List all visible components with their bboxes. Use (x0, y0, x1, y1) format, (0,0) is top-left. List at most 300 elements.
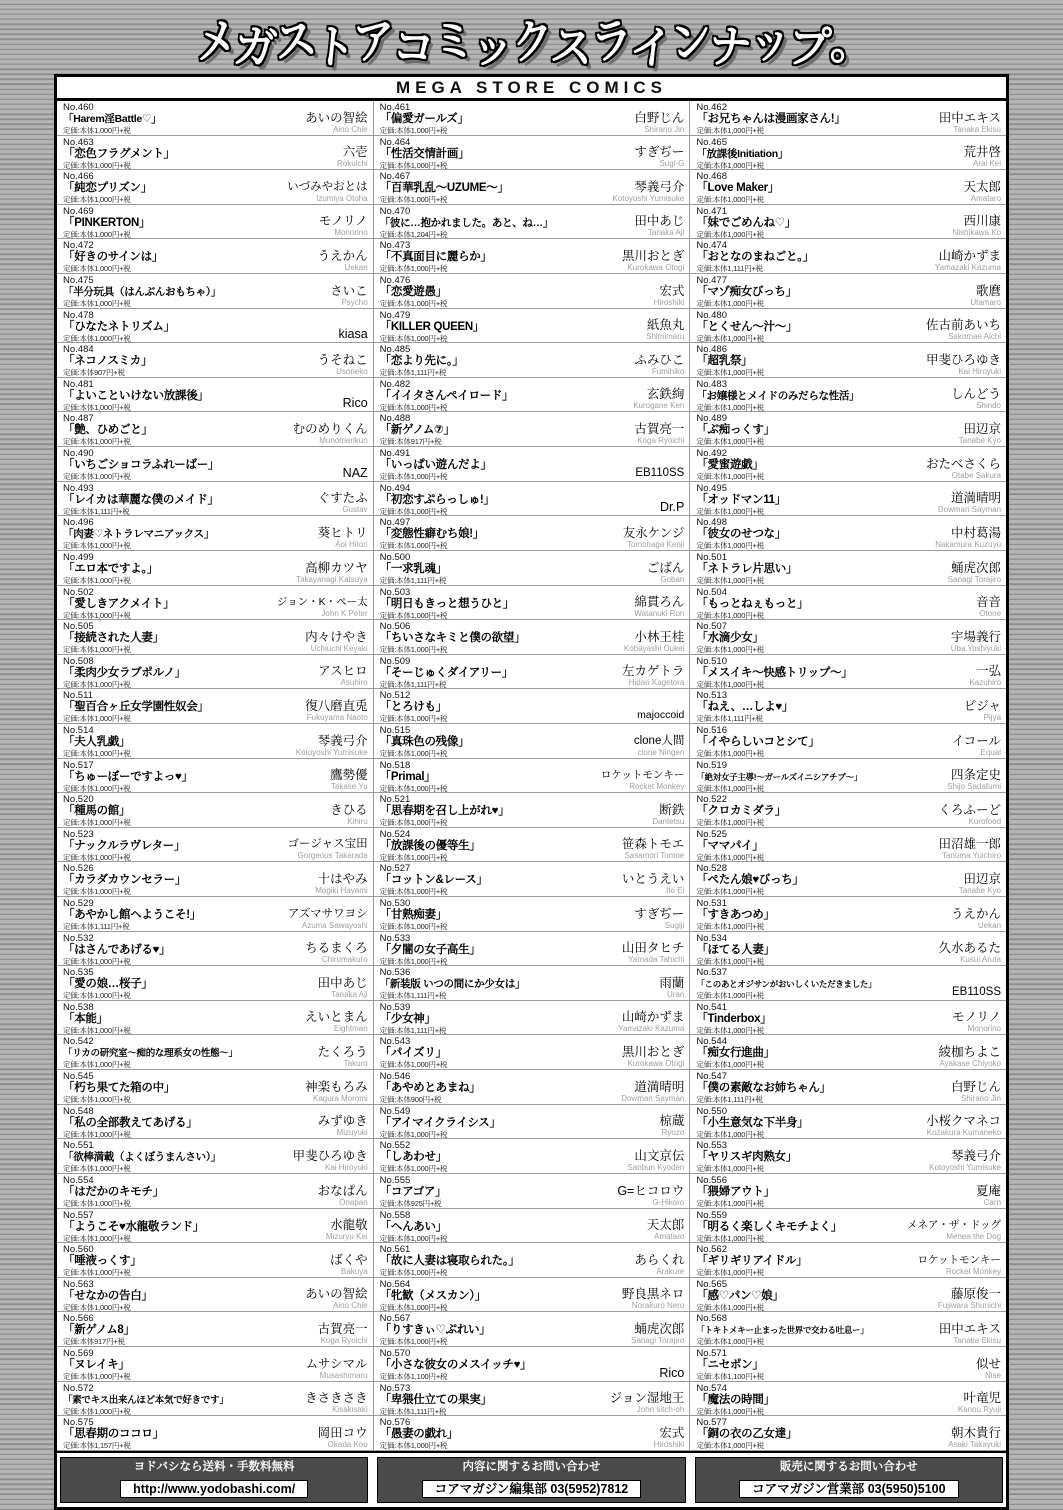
logo-char: プ (785, 18, 831, 76)
entry-main (380, 934, 619, 965)
entry-title: 「思春期のココロ」 (63, 1428, 164, 1441)
entry-price: 定価:本体1,000円+税 (696, 1129, 764, 1139)
comic-entry (690, 1035, 1006, 1070)
entry-author-block (955, 1384, 1001, 1415)
entry-number: No.547 (696, 1071, 727, 1083)
comic-entry (57, 724, 373, 759)
entry-main (696, 103, 935, 134)
entry-author-romaji: Izumiya Otoha (316, 193, 368, 203)
entry-title: 「絶対女子主導!〜ガールズイニシアチブ〜」 (696, 771, 862, 782)
entry-author-block (628, 1314, 684, 1345)
entry-author-block (926, 1141, 1001, 1172)
entry-title: 「Primal」 (379, 770, 436, 783)
entry-author-romaji: Uekan (344, 263, 368, 273)
comic-entry (690, 274, 1006, 309)
entry-author-romaji: Hiroshiki (653, 1439, 685, 1449)
entry-title: 「僕の素敵なお姉ちゃん」 (696, 1082, 831, 1095)
entry-main (63, 761, 327, 792)
entry-main (696, 1107, 923, 1138)
entry-number: No.545 (63, 1071, 94, 1083)
entry-author-romaji: Kihiru (347, 816, 368, 826)
entry-author-romaji: John sitch-oh (636, 1405, 685, 1415)
entry-main (696, 449, 923, 480)
entry-price: 定価:本体1,000円+税 (696, 541, 764, 551)
entry-main (63, 172, 284, 203)
entry-number: No.510 (696, 655, 727, 667)
entry-author-block (327, 1245, 368, 1276)
logo-char: ナ (706, 18, 751, 76)
comic-entry (374, 378, 690, 413)
entry-price: 定価:本体1,000円+税 (379, 126, 448, 135)
comic-entry (374, 1243, 690, 1278)
entry-author: 道満晴明 (634, 1079, 685, 1094)
entry-number: No.469 (63, 205, 94, 217)
entry-price: 定価:本体1,000円+税 (63, 1095, 131, 1105)
entry-author-romaji: Tanabe Kyo (958, 436, 1002, 446)
entry-author: さいこ (330, 283, 368, 298)
entry-number: No.523 (63, 828, 94, 840)
entry-title: 「お兄ちゃんは漫画家さん!」 (696, 113, 846, 125)
entry-price: 定価:本体1,000円+税 (379, 506, 448, 516)
entry-author: 蛹虎次郎 (634, 1321, 685, 1336)
entry-price: 定価:本体1,000円+税 (696, 229, 764, 239)
footer-yodobashi-url: http://www.yodobashi.com/ (120, 1480, 308, 1498)
entry-author: 玄鉄絢 (646, 387, 685, 402)
entry-title: 「肉妻♡ネトラレマニアックス」 (63, 528, 215, 541)
entry-author: ゴージャス宝田 (287, 838, 368, 851)
entry-price: 定価:本体1,000円+税 (696, 437, 764, 447)
entry-price: 定価:本体1,000円+税 (63, 1371, 131, 1381)
entry-title: 「クロカミダラ」 (696, 805, 786, 818)
entry-main (380, 726, 631, 757)
comic-entry (57, 101, 373, 136)
entry-main (696, 138, 960, 169)
entry-author: イコール (951, 733, 1002, 748)
entry-author-romaji: Kotoyoshi Yumisuke (612, 193, 685, 203)
entry-author-romaji: Eightman (333, 1024, 368, 1034)
comic-entry (57, 274, 373, 309)
entry-author: 甲斐ひろゆき (292, 1148, 368, 1163)
comic-entry (690, 343, 1006, 378)
entry-number: No.483 (696, 378, 727, 390)
entry-main (63, 518, 315, 549)
entry-author: 笹森トモエ (621, 837, 685, 852)
entry-number: No.471 (696, 205, 727, 217)
entry-author-block (302, 1384, 368, 1415)
entry-number: No.476 (379, 275, 411, 287)
footer-box-sales-contact (695, 1457, 1003, 1503)
entry-author-block (327, 276, 368, 307)
entry-number: No.495 (696, 482, 727, 494)
entry-main (380, 414, 632, 445)
entry-title: 「ねえ、…しよ♥」 (696, 701, 794, 714)
entry-author-block (923, 1107, 1001, 1138)
entry-main (63, 276, 327, 307)
entry-author-romaji: Takuro (343, 1059, 368, 1069)
entry-title: 「夕闇の女子高生」 (379, 943, 481, 956)
entry-author-romaji: Mizuryu Kei (325, 1232, 368, 1242)
entry-price: 定価:本体1,000円+税 (696, 195, 764, 205)
entry-main (696, 864, 955, 895)
entry-main (696, 761, 944, 792)
entry-author-block (651, 276, 685, 307)
entry-title: 「アイマイクライシス」 (379, 1116, 501, 1129)
entry-number: No.549 (379, 1105, 411, 1117)
entry-main (380, 1072, 619, 1103)
entry-author: たくろう (317, 1045, 368, 1060)
entry-author-romaji: Kotoyoshi Yumisuke (295, 747, 368, 757)
comic-entry (690, 516, 1006, 551)
comic-entry (374, 620, 690, 655)
entry-title: 「マゾ痴女びっち」 (696, 286, 797, 299)
entry-main (696, 1037, 935, 1068)
entry-title: 「エロ本ですよ。」 (63, 562, 159, 575)
entry-number: No.542 (63, 1036, 94, 1048)
entry-number: No.465 (696, 136, 727, 148)
entry-title: 「恋愛遊愚」 (379, 286, 447, 299)
entry-title: 「新ゲノム8」 (63, 1324, 135, 1337)
entry-title: 「リカの研究室〜痴的な理系女の性態〜」 (63, 1048, 238, 1060)
entry-author: 雨蘭 (659, 975, 685, 990)
entry-price: 定価:本体1,000円+税 (696, 956, 764, 966)
entry-price: 定価:本体1,000円+税 (696, 472, 764, 482)
comic-entry (57, 136, 373, 171)
entry-author-romaji: Takayanagi Katsuya (296, 574, 368, 584)
entry-author-romaji: Asuhiro (340, 678, 368, 688)
entry-author-romaji: Fujiwara Shunichi (937, 1301, 1002, 1311)
entry-author: 琴義弓介 (317, 733, 368, 748)
entry-price: 定価:本体1,000円+税 (63, 887, 131, 897)
comic-entry (690, 966, 1006, 1001)
entry-author-block (624, 1141, 684, 1172)
entry-price: 定価:本体1,000円+税 (696, 610, 764, 620)
entry-title: 「パイズリ」 (379, 1047, 447, 1060)
entry-price: 定価:本体1,000円+税 (63, 610, 131, 620)
entry-price: 定価:本体1,000円+税 (63, 679, 131, 689)
entry-author-romaji: Amataro (970, 193, 1002, 203)
entry-main (696, 691, 960, 722)
entry-title: 「カラダカウンセラー」 (63, 874, 187, 887)
entry-number: No.515 (379, 724, 411, 736)
entry-title: 「恋より先に。」 (379, 355, 464, 368)
entry-author-romaji: Ayakase Chiyoko (939, 1059, 1002, 1069)
comic-entry (690, 1174, 1006, 1209)
comic-entry (57, 897, 373, 932)
entry-title: 「私の全部教えてあげる」 (63, 1116, 198, 1129)
entry-title: 「種馬の館」 (63, 805, 131, 818)
entry-main (63, 103, 302, 134)
entry-title: 「へんあい」 (379, 1220, 447, 1233)
entry-price: 定価:本体1,000円+税 (696, 575, 764, 585)
entry-main (380, 345, 632, 376)
entry-title: 「せなかの告白」 (63, 1289, 153, 1302)
entry-title: 「ちゅーぼーですよっ♥」 (63, 770, 193, 783)
entry-main (63, 1176, 315, 1207)
entry-author-block (949, 1003, 1001, 1034)
entry-price: 定価:本体1,111円+税 (379, 1406, 447, 1416)
entry-main (380, 207, 632, 238)
entry-author-block (340, 449, 368, 480)
entry-author-romaji: Tanuma Yuichiro (942, 851, 1002, 861)
entry-author-block (315, 657, 368, 688)
entry-price: 定価:本体1,000円+税 (379, 956, 448, 966)
entry-main (696, 1314, 935, 1345)
entry-main (63, 1314, 315, 1345)
logo-char: ス (548, 18, 593, 76)
comic-entry (57, 1382, 373, 1417)
entry-number: No.526 (63, 863, 94, 875)
entry-author: アズマサワヨシ (287, 907, 368, 920)
comic-entry (374, 932, 690, 967)
entry-main (696, 311, 923, 342)
entry-author: ジョン湿地王 (609, 1391, 685, 1406)
entry-title: 「新ゲノム⑦」 (379, 424, 455, 437)
entry-author-block (631, 588, 684, 619)
entry-author: ばくや (330, 1252, 368, 1267)
comic-entry (690, 1105, 1006, 1140)
entry-author: 宏式 (659, 1425, 685, 1440)
entry-author-block (614, 1176, 684, 1207)
comic-entry (374, 897, 690, 932)
comic-entry (57, 170, 373, 205)
entry-title: 「おとなのまねごと。」 (696, 251, 814, 264)
comic-entry (57, 1347, 373, 1382)
entry-author-block (944, 761, 1001, 792)
entry-main (696, 345, 923, 376)
entry-author-block (315, 241, 368, 272)
entry-author-block (949, 968, 1001, 999)
entry-price: 定価:本体1,000円+税 (696, 126, 764, 135)
entry-title: 「レイカは華麗な僕のメイド」 (63, 493, 219, 506)
entry-title: 「本能」 (63, 1012, 108, 1025)
entry-author-block (961, 172, 1002, 203)
entry-author-block (632, 449, 684, 480)
entry-title: 「ネコノスミカ」 (63, 355, 153, 368)
comic-entry (57, 1312, 373, 1347)
footer-editorial-phone: コアマガジン編集部 03(5952)7812 (422, 1480, 642, 1498)
entry-author-block (948, 622, 1001, 653)
entry-main (380, 1280, 619, 1311)
entry-author: 十はやみ (317, 872, 368, 887)
entry-main (696, 414, 955, 445)
entry-author-romaji: Arai Kei (973, 159, 1002, 169)
entry-price: 定価:本体1,000円+税 (696, 645, 764, 655)
entry-price: 定価:本体1,111円+税 (696, 714, 763, 724)
entry-author: 田辺京 (963, 872, 1002, 887)
entry-title: 「明るく楽しくキモチよく」 (696, 1220, 842, 1233)
logo-char: ミ (429, 12, 475, 70)
comic-entry (690, 724, 1006, 759)
comic-entry (57, 793, 373, 828)
entry-author-block (631, 726, 685, 757)
entry-number: No.499 (63, 551, 94, 563)
entry-price: 定価:本体1,000円+税 (63, 714, 131, 724)
entry-main (696, 484, 935, 515)
entry-author-block (948, 380, 1001, 411)
comic-entry (57, 1070, 373, 1105)
entry-price: 定価:本体1,000円+税 (63, 852, 131, 862)
entry-number: No.518 (379, 759, 411, 771)
entry-price: 定価:本体1,000円+税 (379, 818, 448, 828)
comic-entry (690, 1382, 1006, 1417)
comic-entry (374, 793, 690, 828)
entry-main (63, 1418, 315, 1449)
logo-char: ス (271, 12, 317, 70)
logo-char: ラ (588, 12, 634, 70)
entry-main (380, 795, 650, 826)
entry-main (380, 1384, 607, 1415)
comic-entry (57, 309, 373, 344)
entry-title: 「半分玩具（はんぶんおもちゃ）」 (63, 286, 221, 299)
logo-char: ッ (469, 18, 514, 76)
entry-number: No.516 (696, 724, 727, 736)
entry-main (63, 484, 315, 515)
entry-author: おなぱん (317, 1183, 368, 1198)
comic-entry (374, 1139, 690, 1174)
entry-author-block (619, 241, 685, 272)
entry-author-block (284, 172, 368, 203)
comic-entry (374, 101, 690, 136)
entry-price: 定価:本体1,000円+税 (696, 1164, 764, 1174)
entry-author-block (961, 691, 1001, 722)
entry-main (380, 968, 657, 999)
entry-author-romaji: Fumihiko (651, 366, 685, 376)
entry-author-block (656, 1107, 684, 1138)
entry-number: No.520 (63, 794, 94, 806)
list-column-3 (689, 101, 1006, 1451)
entry-number: No.529 (63, 898, 94, 910)
entry-number: No.460 (63, 102, 94, 113)
entry-title: 「よいこといけない放課後」 (63, 389, 209, 402)
entry-title: 「PINKERTON」 (63, 216, 151, 229)
entry-number: No.509 (379, 655, 411, 667)
entry-price: 定価:本体1,000円+税 (696, 1060, 764, 1070)
comic-entry (374, 516, 690, 551)
entry-author-block (607, 1384, 685, 1415)
entry-main (696, 518, 932, 549)
entry-author: 夏庵 (976, 1183, 1002, 1198)
entry-author: 一弘 (976, 664, 1002, 679)
entry-number: No.498 (696, 517, 727, 529)
entry-title: 「ぶ痴っくす」 (696, 424, 775, 437)
entry-author: 琴義弓介 (634, 179, 685, 194)
entry-title: 「真珠色の残像」 (379, 735, 470, 748)
entry-title: 「夫人乳戯」 (63, 735, 131, 748)
comic-entry (690, 170, 1006, 205)
logo-char: メ (192, 12, 238, 70)
entry-author: メネア・ザ・ドッグ (906, 1219, 1002, 1232)
entry-author: 岡田コウ (317, 1425, 368, 1440)
entry-author-block (290, 414, 368, 445)
entry-price: 定価:本体1,000円+税 (696, 991, 764, 1001)
entry-author-romaji: Amataro (654, 1232, 685, 1242)
entry-number: No.556 (696, 1174, 727, 1186)
comic-entry (690, 1312, 1006, 1347)
entry-number: No.514 (63, 724, 94, 736)
entry-title: 「柔肉少女ラブポルノ」 (63, 666, 186, 679)
entry-main (380, 138, 632, 169)
entry-author-block (615, 1003, 684, 1034)
entry-author-block (936, 795, 1002, 826)
entry-author-romaji: Shijo Sadafumi (947, 782, 1002, 792)
entry-title: 「小さな彼女のメスイッチ♥」 (379, 1358, 532, 1371)
entry-author-block (948, 899, 1001, 930)
entry-author-romaji: Kurokawa Otogi (627, 263, 685, 273)
entry-main (63, 414, 290, 445)
entry-price: 定価:本体1,000円+税 (696, 1198, 764, 1208)
entry-number: No.487 (63, 413, 94, 425)
comic-entry (374, 1070, 690, 1105)
entry-author: 甲斐ひろゆき (926, 352, 1002, 367)
entry-main (696, 1072, 948, 1103)
entry-author-block (936, 1037, 1002, 1068)
entry-title: 「Tinderbox」 (696, 1012, 772, 1025)
entry-number: No.550 (696, 1105, 727, 1117)
entry-author-block (302, 1072, 368, 1103)
entry-author-romaji: Rokuichi (336, 159, 368, 169)
entry-price: 定価:本体1,000円+税 (63, 1406, 131, 1416)
entry-author: 田中あじ (317, 975, 368, 990)
entry-author-romaji: Kai Hiroyuki (958, 366, 1002, 376)
entry-author-block (285, 830, 368, 861)
entry-author: 高柳カツヤ (305, 560, 368, 575)
entry-author-block (973, 1349, 1001, 1380)
comic-entry (374, 447, 690, 482)
entry-number: No.468 (696, 171, 727, 183)
entry-author-romaji: Tanaka Aji (331, 989, 368, 999)
entry-title: 「妹でごめんね♡」 (696, 216, 796, 229)
entry-title: 「小生意気な下半身」 (696, 1116, 809, 1129)
entry-number: No.534 (696, 932, 727, 944)
entry-author-romaji: Ryozo (661, 1128, 685, 1138)
entry-author: しんどう (951, 387, 1002, 402)
entry-number: No.513 (696, 690, 727, 702)
entry-title: 「ほてる人妻」 (696, 943, 775, 956)
entry-author-block (932, 241, 1001, 272)
entry-author: おたべさくら (926, 456, 1002, 471)
entry-main (380, 1141, 625, 1172)
entry-author-romaji: Kurogane Ken (633, 401, 685, 411)
entry-title: 「接続された人妻」 (63, 632, 164, 645)
entry-price: 定価:本体1,000円+税 (379, 887, 448, 897)
comic-entry (374, 309, 690, 344)
entry-title: 「少女神」 (379, 1012, 436, 1025)
entry-title: 「超乳祭」 (696, 355, 753, 368)
entry-author-block (656, 1349, 684, 1380)
entry-author-romaji: Pijya (983, 712, 1002, 722)
comic-entry (57, 586, 373, 621)
entry-author-block (956, 864, 1001, 895)
comic-entry (690, 412, 1006, 447)
entry-author: Dr.P (660, 500, 685, 515)
entry-author-romaji: Shindo (976, 401, 1002, 411)
entry-main (63, 1245, 327, 1276)
entry-author: kiasa (338, 327, 368, 342)
entry-author: ぐすたふ (317, 491, 368, 506)
entry-number: No.477 (696, 275, 727, 287)
entry-author-block (290, 1141, 368, 1172)
entry-title: 「あやめとあまね」 (379, 1082, 481, 1095)
entry-author-block (631, 207, 684, 238)
entry-author-block (923, 345, 1001, 376)
entry-author-romaji: Kanou Ryuji (957, 1405, 1002, 1415)
entry-title: 「牝歓（メスカン）」 (379, 1289, 486, 1302)
comic-entry (690, 309, 1006, 344)
entry-author-block (656, 968, 684, 999)
entry-price: 定価:本体1,000円+税 (696, 852, 764, 862)
logo-char: ガ (231, 18, 277, 76)
entry-price: 定価:本体1,000円+税 (696, 333, 764, 343)
